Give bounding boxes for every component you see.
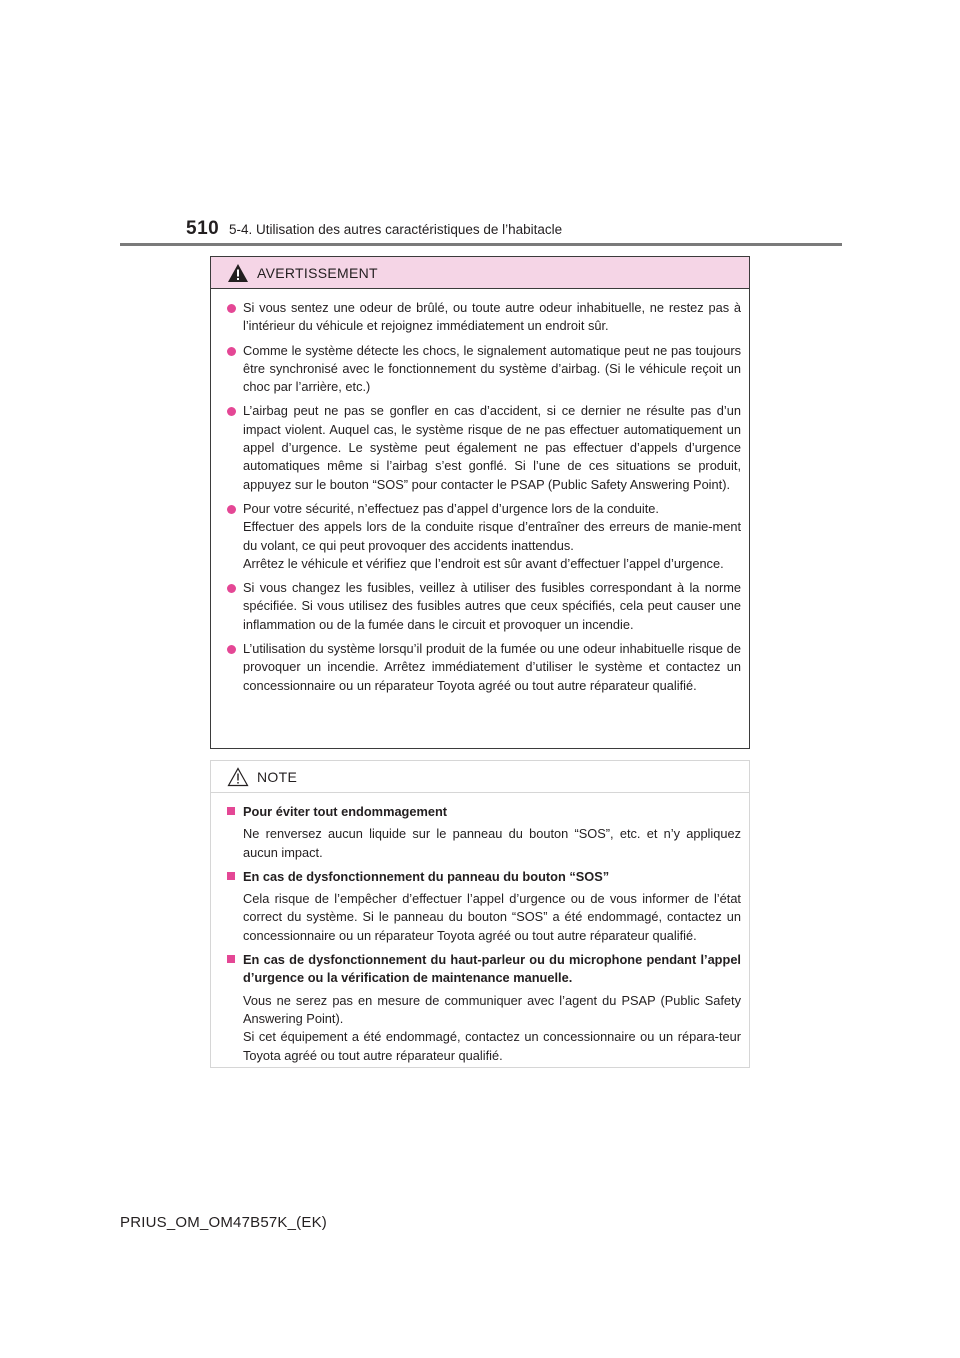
note-item-body: Vous ne serez pas en mesure de communiquer avec l’agent du PSAP (Public Safety Answering Point). [243,992,741,1026]
note-item-body: Si cet équipement a été endommagé, contactez un concessionnaire ou un répara-teur Toyota agréé ou tout autre réparateur qualifié. [243,1029,741,1063]
bullet-icon [227,872,235,880]
warning-text: L’airbag peut ne pas se gonfler en cas d’accident, si ce dernier ne résulte pas d’un impact violent. Auquel cas, le système risque de ne pas effectuer automatiquement un appel d’urgence. Le système peut également ne pas effectuer d’appels d’urgence automatiques même si l’airbag s’est gonflé. Si l’une de ces situations se produit, appuyez sur le bouton “SOS” pour contacter le PSAP (Public Safety Answering Point). [243,403,741,492]
section-title: 5-4. Utilisation des autres caractéristiques de l’habitacle [229,222,563,237]
note-item-title: Pour éviter tout endommagement [243,804,448,819]
list-item [225,868,741,945]
bullet-icon [227,807,235,815]
list-item [225,402,741,493]
note-item-title: En cas de dysfonctionnement du haut-parleur ou du microphone pendant l’appel d’urgence ou la vérification de maintenance manuelle. [243,952,741,986]
warning-text: Comme le système détecte les chocs, le signalement automatique peut ne pas toujours être synchronisé avec le fonctionnement du système d’airbag. (Si le véhicule reçoit un choc par l’arrière, etc.) [243,342,741,395]
warning-text: L’utilisation du système lorsqu’il produit de la fumée ou une odeur inhabituelle risque de provoquer un incendie. Arrêtez immédiatement d’utiliser le système et contactez un concessionnaire ou un réparateur Toyota agréé ou tout autre réparateur qualifié. [243,641,741,693]
list-item [225,803,741,862]
bullet-icon [227,505,236,514]
note-triangle-icon [227,767,249,787]
bullet-icon [227,347,236,356]
bullet-icon [227,645,236,654]
list-item [225,342,741,397]
warning-title: AVERTISSEMENT [257,264,378,281]
bullet-icon [227,407,236,416]
note-item-body: Cela risque de l’empêcher d’effectuer l’appel d’urgence ou de vous informer de l’état correct du système. Si le panneau du bouton “SOS” a été endommagé, contactez un concessionnaire ou un réparateur Toyota agréé ou tout autre réparateur qualifié. [243,891,741,943]
warning-header [211,257,749,289]
warning-list [211,289,749,695]
bullet-icon [227,955,235,963]
bullet-icon [227,584,236,593]
warning-text: Si vous changez les fusibles, veillez à utiliser des fusibles correspondant à la norme spécifiée. Si vous utilisez des fusibles autres que ceux spécifiés, cela peut causer une inflammation ou de la fumée dans le circuit et provoquer un incendie. [243,580,741,632]
warning-text: Si vous sentez une odeur de brûlé, ou toute autre odeur inhabituelle, ne restez pas à l’intérieur du véhicule et rejoignez immédiatement un endroit sûr. [243,300,741,334]
page-number: 510 [186,218,220,239]
note-item-body: Ne renversez aucun liquide sur le panneau du bouton “SOS”, etc. et n’y appliquez aucun impact. [243,826,741,860]
list-item [225,500,741,573]
note-header [211,761,749,793]
warning-box [210,256,750,749]
warning-triangle-icon [227,263,249,283]
note-title: NOTE [257,768,298,785]
footer-code: PRIUS_OM_OM47B57K_(EK) [120,1214,327,1231]
bullet-icon [227,304,236,313]
warning-text: Arrêtez le véhicule et vérifiez que l’endroit est sûr avant d’effectuer l’appel d’urgence. [243,555,724,571]
warning-text: Pour votre sécurité, n’effectuez pas d’appel d’urgence lors de la conduite. [243,500,659,516]
warning-text: Effectuer des appels lors de la conduite risque d’entraîner des erreurs de manie-ment du volant, ce qui peut provoquer des accidents inattendus. [243,519,741,553]
note-item-title: En cas de dysfonctionnement du panneau du bouton “SOS” [243,868,610,884]
list-item [225,951,741,1065]
header-rule [120,243,842,246]
list-item [225,640,741,695]
list-item [225,299,741,336]
note-list [211,793,749,1065]
note-box [210,760,750,1068]
list-item [225,579,741,634]
